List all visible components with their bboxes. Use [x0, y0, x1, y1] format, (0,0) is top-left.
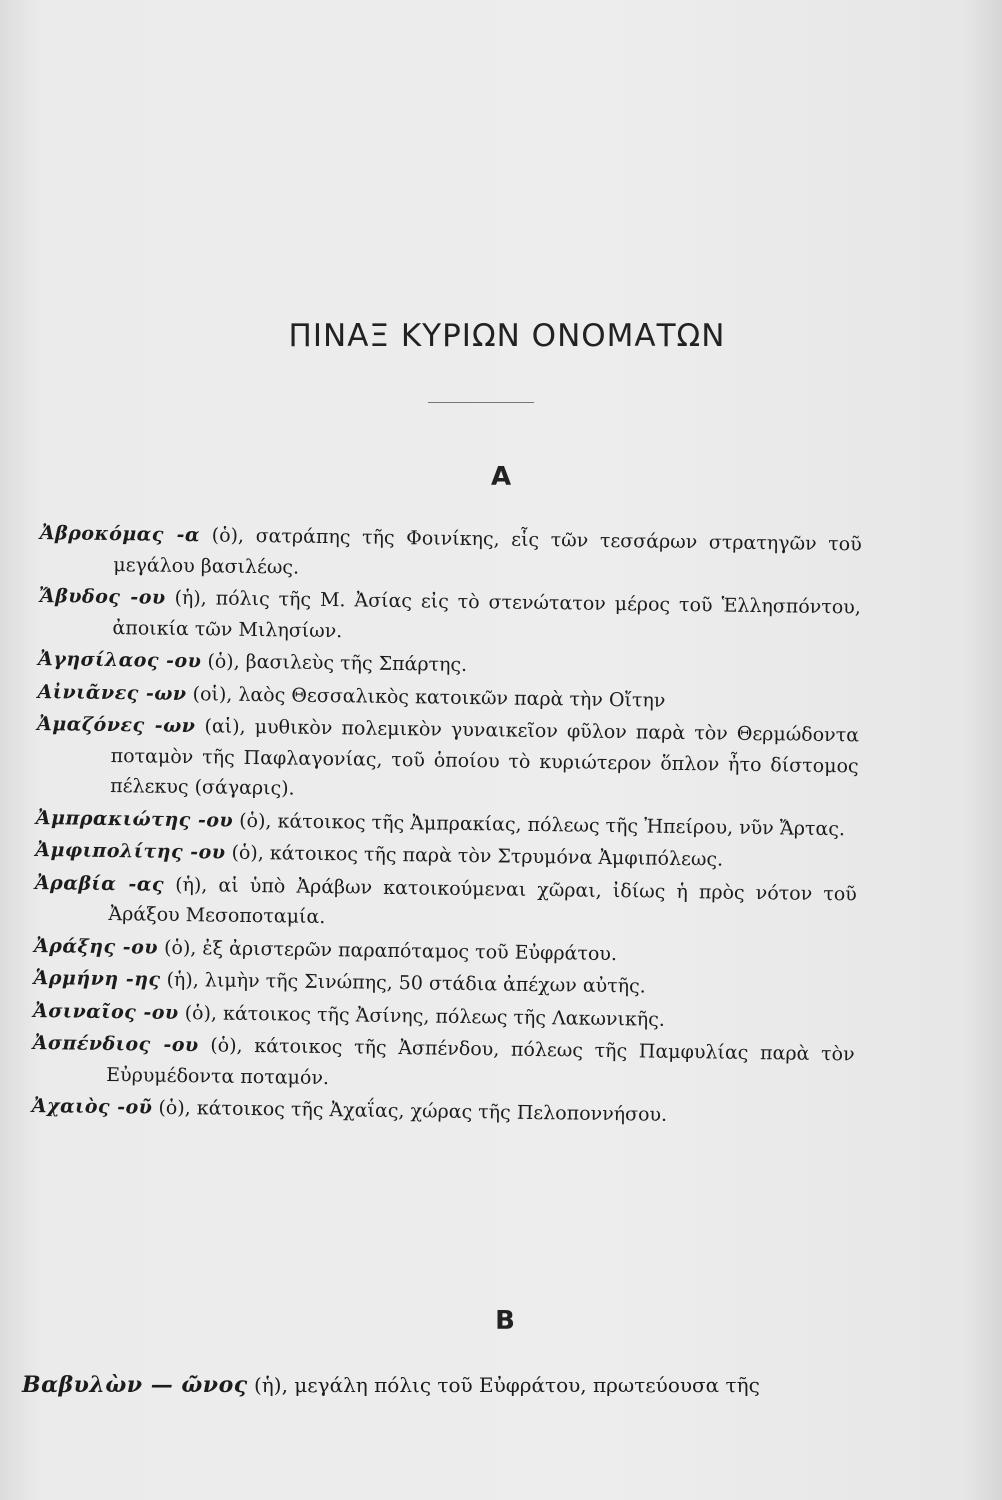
entry-definition: (ὁ), κάτοικος τῆς Ἀχαΐας, χώρας τῆς Πελοποννήσου.: [152, 1096, 668, 1126]
page-title: ΠΙΝΑΞ ΚΥΡΙΩΝ ΟΝΟΜΑΤΩΝ: [288, 318, 726, 354]
entries-section-a: [32, 518, 862, 1135]
entry-headword: Ἁρμήνη -ης: [33, 966, 161, 991]
entry-definition: (ὁ), σατράπης τῆς Φοινίκης, εἷς τῶν τεσσάρων στρατηγῶν τοῦ μεγάλου βασιλέως.: [113, 524, 862, 579]
index-entry: [36, 709, 859, 812]
entry-definition: (ἡ), μεγάλη πόλις τοῦ Εὐφράτου, πρωτεύουσα τῆς: [247, 1373, 760, 1397]
section-letter-a: Α: [490, 462, 512, 492]
index-entry: [34, 867, 857, 939]
entry-definition: (οἱ), λαὸς Θεσσαλικὸς κατοικῶν παρὰ τὴν Οἴτην: [186, 682, 666, 712]
index-entry: [22, 1370, 842, 1401]
entry-headword: Ἀμαζόνες -ων: [36, 712, 196, 738]
entry-headword: Ἀγησίλαος -ου: [37, 647, 202, 673]
entry-definition: (ἡ), λιμὴν τῆς Σινώπης, 50 στάδια ἀπέχων αὐτῆς.: [160, 968, 646, 998]
index-entry: [32, 1028, 855, 1100]
entry-headword: Ἀσπένδιος -ου: [32, 1031, 199, 1057]
entry-headword: Αἰνιᾶνες -ων: [37, 680, 187, 705]
entry-definition: (ὁ), κάτοικος τῆς Ἀμπρακίας, πόλεως τῆς Ἠπείρου, νῦν Ἄρτας.: [233, 809, 846, 840]
entry-headword: Ἄβυδος -ου: [38, 584, 166, 609]
entry-definition: (ὁ), ἐξ ἀριστερῶν παραπόταμος τοῦ Εὐφράτου.: [157, 936, 618, 965]
entries-section-b: [22, 1370, 842, 1403]
entry-headword: Ἀράξης -ου: [33, 934, 159, 959]
entry-definition: (αἱ), μυθικὸν πολεμικὸν γυναικεῖον φῦλον παρὰ τὸν Θερμώδοντα ποταμὸν τῆς Παφλαγονίας, τοῦ ὁποίου τὸ κυριώτερον ὅπλον ἦτο δίστομος πέλεκυς (σάγαρις).: [110, 715, 860, 800]
entry-definition: (ὁ), κάτοικος τῆς Ἀσίνης, πόλεως τῆς Λακωνικῆς.: [178, 1001, 666, 1031]
entry-definition: (ἡ), πόλις τῆς Μ. Ἀσίας εἰς τὸ στενώτατον μέρος τοῦ Ἑλλησπόντου, ἀποικία τῶν Μιλησίων.: [112, 586, 862, 642]
entry-definition: (ὁ), κάτοικος τῆς Ἀσπένδου, πόλεως τῆς Παμφυλίας παρὰ τὸν Εὐρυμέδοντα ποταμόν.: [106, 1034, 855, 1089]
entry-definition: (ὁ), κάτοικος τῆς παρὰ τὸν Στρυμόνα Ἀμφιπόλεως.: [225, 841, 724, 871]
entry-headword: Ἀβροκόμας -α: [39, 521, 201, 547]
entry-definition: (ἡ), αἱ ὑπὸ Ἀράβων κατοικούμεναι χῶραι, ἰδίως ἡ πρὸς νότον τοῦ Ἀράξου Μεσοποταμία.: [108, 873, 857, 929]
entry-headword: Ἀμφιπολίτης -ου: [35, 838, 226, 864]
title-divider: [428, 402, 534, 403]
entry-headword: Ἀμπρακιώτης -ου: [35, 806, 234, 832]
index-entry: [39, 518, 862, 590]
entry-headword: Ἀραβία -ας: [34, 871, 165, 896]
section-letter-b: Β: [495, 1306, 515, 1336]
entry-definition: (ὁ), βασιλεὺς τῆς Σπάρτης.: [201, 650, 468, 676]
index-entry: [38, 581, 861, 653]
page-edge-shadow: [962, 0, 1002, 1500]
entry-headword: Βαβυλὼν — ῶνος: [22, 1372, 248, 1398]
entry-headword: Ἀχαιὸς -οῦ: [31, 1094, 153, 1119]
entry-headword: Ἀσιναῖος -ου: [32, 999, 179, 1024]
